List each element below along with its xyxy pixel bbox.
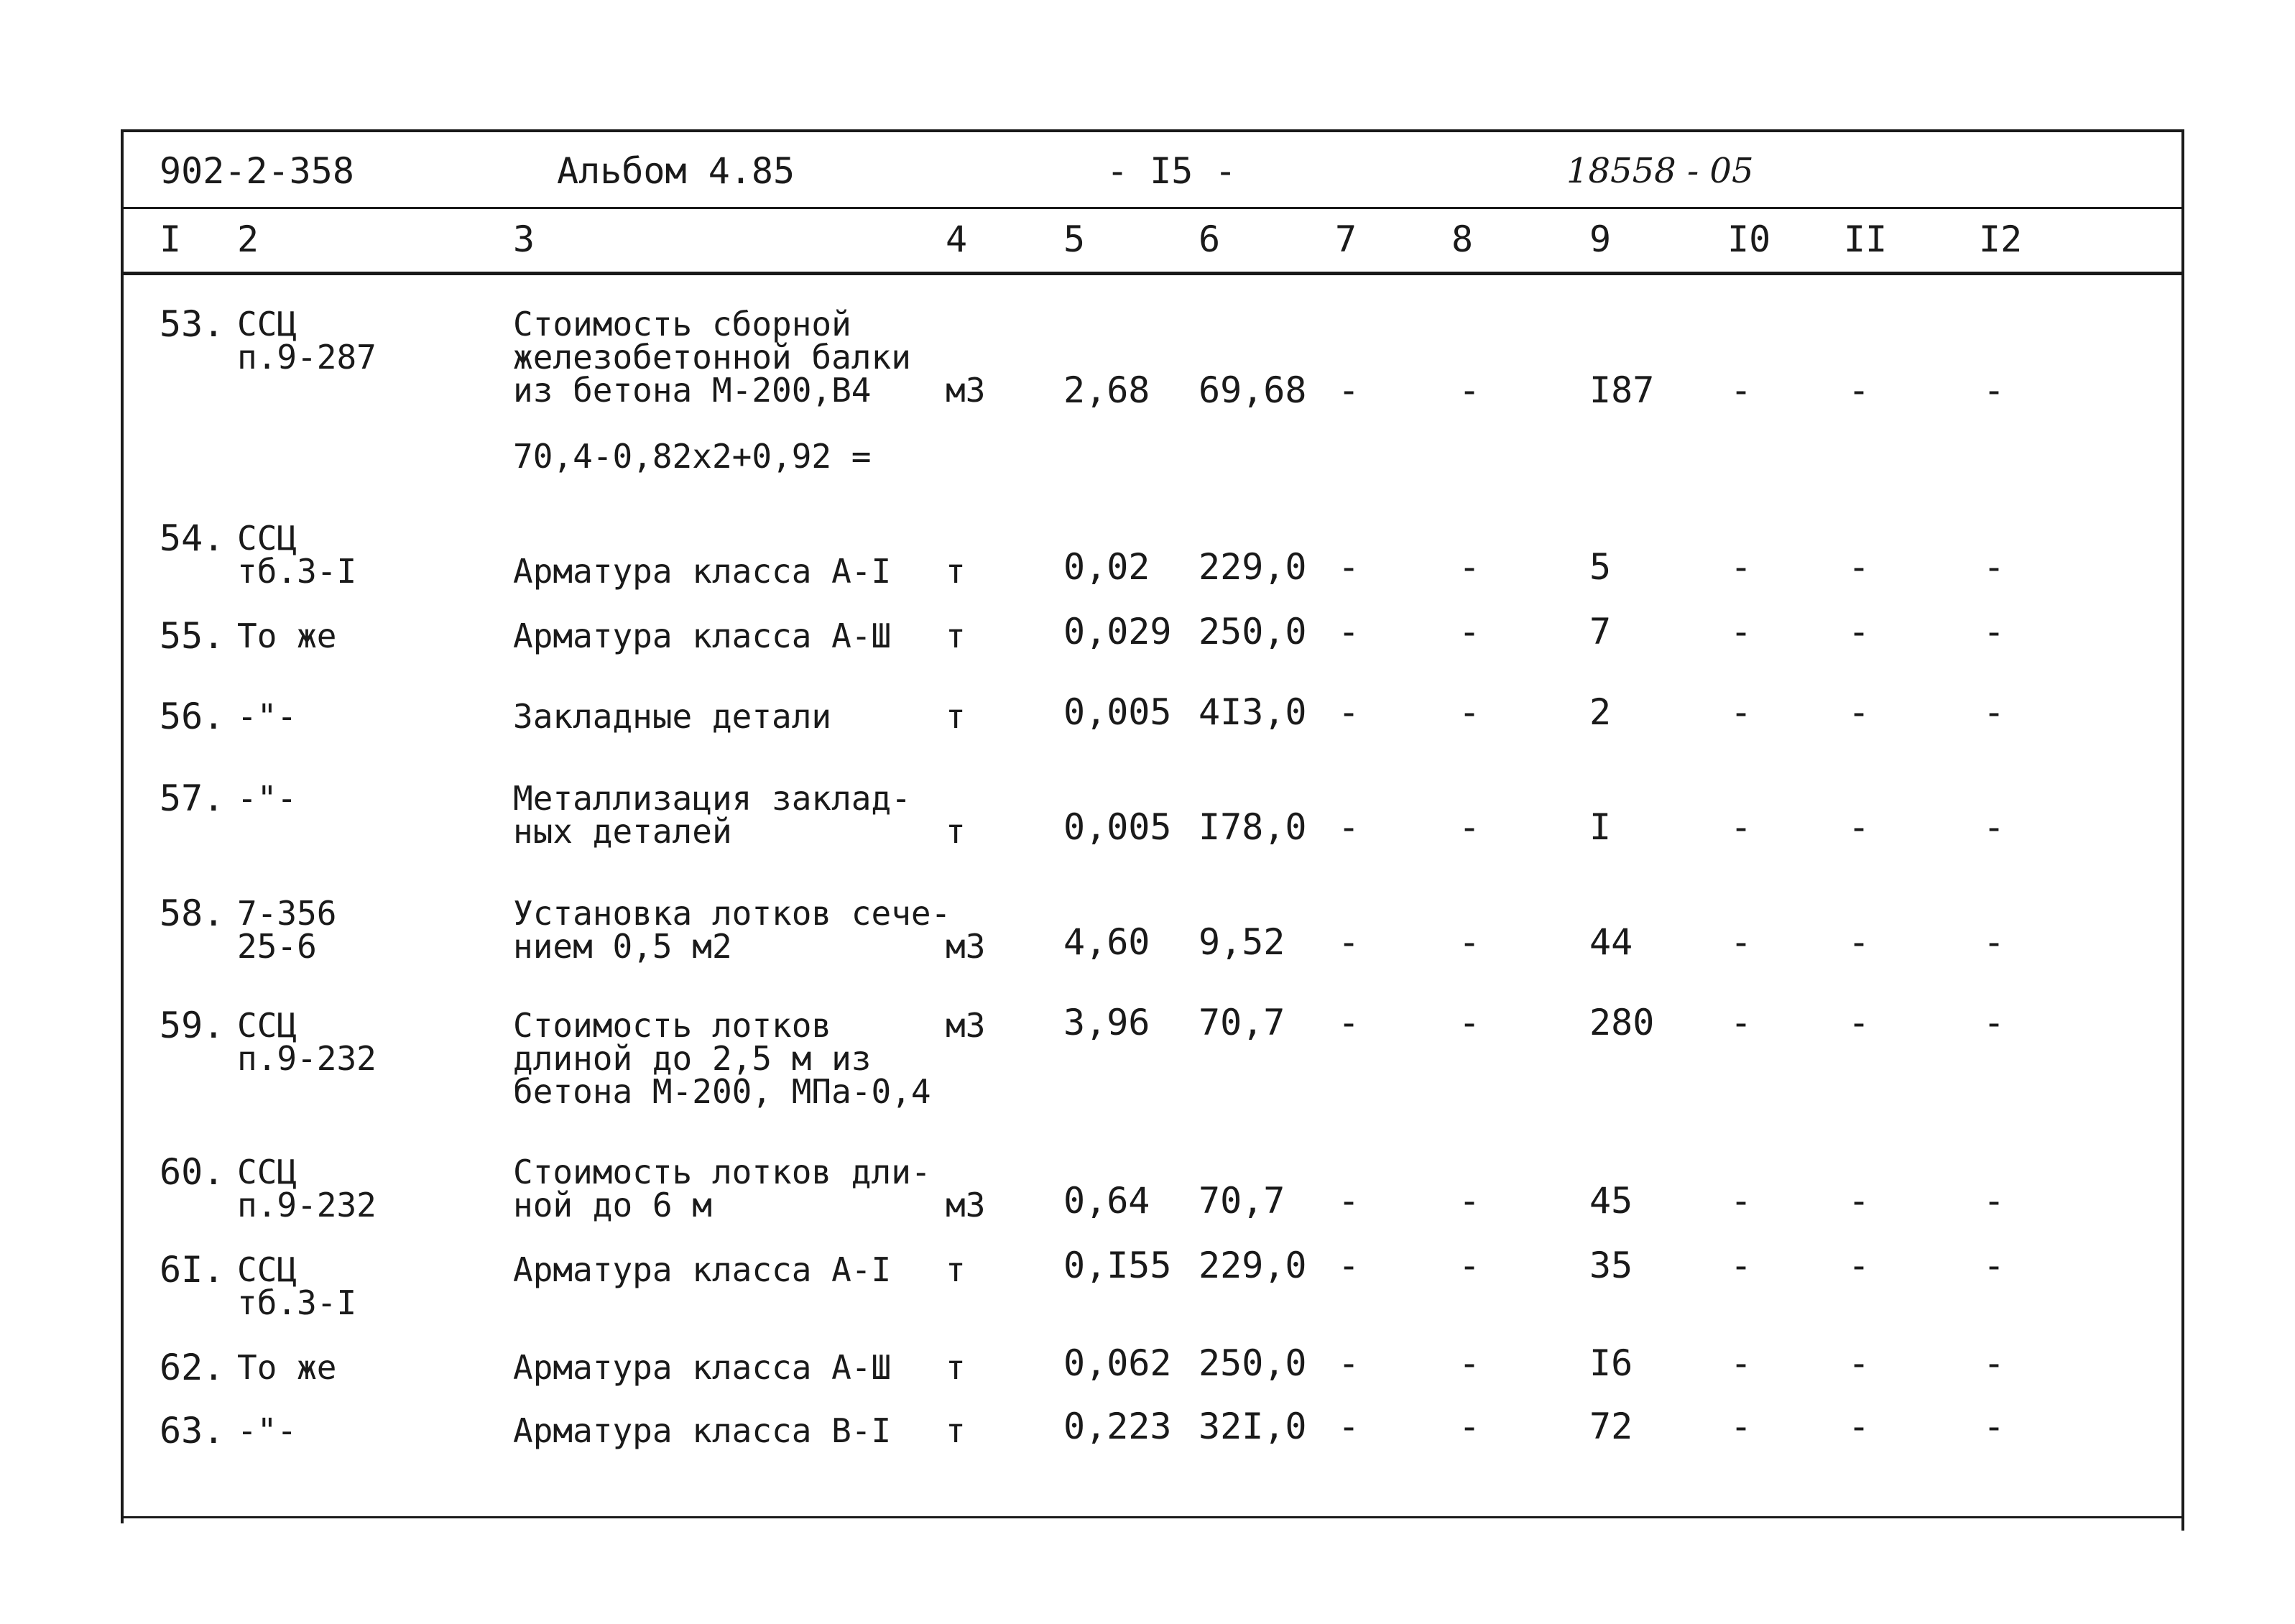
row-reference: ССЦ [237, 519, 297, 558]
row-quantity: 0,005 [1063, 691, 1172, 733]
row-reference: п.9-287 [237, 338, 377, 377]
row-col11: - [1848, 691, 1870, 733]
row-description: нием 0,5 м2 [513, 927, 732, 966]
row-col8: - [1459, 1342, 1481, 1384]
row-description: Установка лотков сече- [513, 894, 951, 933]
row-col11: - [1848, 1406, 1870, 1447]
row-description: бетона М-200, МПа-0,4 [513, 1072, 931, 1111]
row-total: 35 [1589, 1245, 1633, 1286]
page-number: - I5 - [1107, 150, 1237, 192]
column-header-5: 5 [1063, 218, 1086, 260]
row-price: 229,0 [1199, 546, 1307, 588]
row-unit: т [946, 552, 966, 591]
row-reference: ССЦ [237, 305, 297, 343]
row-price: 4I3,0 [1199, 691, 1307, 733]
row-unit: м3 [946, 1006, 986, 1045]
row-description: длиной до 2,5 м из [513, 1039, 872, 1078]
row-col12: - [1983, 611, 2005, 652]
row-quantity: 0,02 [1063, 546, 1150, 588]
row-quantity: 0,062 [1063, 1342, 1172, 1384]
row-number: 54. [160, 517, 225, 559]
column-header-2: 2 [237, 218, 259, 260]
row-col10: - [1730, 1406, 1753, 1447]
row-col11: - [1848, 546, 1870, 588]
row-col10: - [1730, 369, 1753, 411]
row-col7: - [1338, 1002, 1360, 1043]
row-col12: - [1983, 1002, 2005, 1043]
row-reference: -"- [237, 779, 297, 818]
row-reference: тб.3-I [237, 552, 357, 591]
row-col8: - [1459, 921, 1481, 963]
row-description: железобетонной балки [513, 338, 911, 377]
row-col8: - [1459, 806, 1481, 848]
row-description: ной до 6 м [513, 1186, 712, 1224]
row-quantity: 0,I55 [1063, 1245, 1172, 1286]
album-label: Альбом 4.85 [557, 150, 795, 192]
column-header-7: 7 [1335, 218, 1357, 260]
column-header-1: I [160, 218, 182, 260]
row-calculation: 70,4-0,82х2+0,92 = [513, 437, 872, 476]
row-col7: - [1338, 691, 1360, 733]
row-col10: - [1730, 1002, 1753, 1043]
row-description: Арматура класса В-I [513, 1411, 892, 1450]
row-col8: - [1459, 611, 1481, 652]
row-unit: т [946, 617, 966, 655]
row-number: 60. [160, 1151, 225, 1193]
row-reference: То же [237, 1348, 337, 1387]
frame-top-line [122, 129, 2184, 132]
row-col10: - [1730, 1245, 1753, 1286]
row-col11: - [1848, 921, 1870, 963]
frame-bottom-line [121, 1516, 2183, 1518]
row-col7: - [1338, 1342, 1360, 1384]
row-number: 6I. [160, 1249, 225, 1291]
row-col7: - [1338, 921, 1360, 963]
frame-right-line [2181, 129, 2184, 1531]
row-unit: т [946, 812, 966, 851]
row-total: I [1589, 806, 1612, 848]
row-col8: - [1459, 546, 1481, 588]
row-reference: п.9-232 [237, 1186, 377, 1224]
row-description: Стоимость лотков дли- [513, 1153, 931, 1191]
row-col11: - [1848, 611, 1870, 652]
row-col12: - [1983, 921, 2005, 963]
row-total: 280 [1589, 1002, 1655, 1043]
row-unit: т [946, 1250, 966, 1289]
row-total: 72 [1589, 1406, 1633, 1447]
column-header-11: II [1844, 218, 1888, 260]
row-col11: - [1848, 369, 1870, 411]
row-price: I78,0 [1199, 806, 1307, 848]
row-col7: - [1338, 611, 1360, 652]
column-header-10: I0 [1727, 218, 1771, 260]
row-col10: - [1730, 611, 1753, 652]
row-reference: -"- [237, 1411, 297, 1450]
row-number: 56. [160, 696, 225, 737]
row-description: Арматура класса А-I [513, 552, 892, 591]
row-col12: - [1983, 806, 2005, 848]
row-price: 9,52 [1199, 921, 1285, 963]
row-col11: - [1848, 1342, 1870, 1384]
row-col10: - [1730, 1342, 1753, 1384]
column-header-6: 6 [1199, 218, 1221, 260]
column-header-divider-line [122, 272, 2184, 275]
column-header-9: 9 [1589, 218, 1612, 260]
row-reference: 25-6 [237, 927, 317, 966]
row-unit: м3 [946, 371, 986, 410]
row-total: 5 [1589, 546, 1612, 588]
column-header-12: I2 [1979, 218, 2023, 260]
row-col8: - [1459, 1245, 1481, 1286]
row-description: Стоимость сборной [513, 305, 851, 343]
row-quantity: 0,223 [1063, 1406, 1172, 1447]
row-col7: - [1338, 806, 1360, 848]
column-header-4: 4 [946, 218, 968, 260]
row-reference: То же [237, 617, 337, 655]
row-quantity: 3,96 [1063, 1002, 1150, 1043]
row-col8: - [1459, 1002, 1481, 1043]
row-number: 59. [160, 1005, 225, 1046]
document-code: 902-2-358 [160, 150, 354, 192]
row-col7: - [1338, 1406, 1360, 1447]
row-col8: - [1459, 369, 1481, 411]
row-col11: - [1848, 1245, 1870, 1286]
row-reference: -"- [237, 697, 297, 736]
handwritten-number: 18558 - 05 [1566, 151, 1754, 191]
row-unit: м3 [946, 1186, 986, 1224]
row-col10: - [1730, 691, 1753, 733]
row-unit: т [946, 697, 966, 736]
row-description: Арматура класса А-I [513, 1250, 892, 1289]
row-total: 45 [1589, 1180, 1633, 1222]
row-quantity: 0,029 [1063, 611, 1172, 652]
row-reference: 7-356 [237, 894, 337, 933]
row-reference: ССЦ [237, 1153, 297, 1191]
row-price: 250,0 [1199, 611, 1307, 652]
row-col11: - [1848, 806, 1870, 848]
row-number: 55. [160, 615, 225, 657]
row-col12: - [1983, 1342, 2005, 1384]
row-total: 2 [1589, 691, 1612, 733]
row-unit: т [946, 1411, 966, 1450]
row-reference: ССЦ [237, 1250, 297, 1289]
row-col8: - [1459, 691, 1481, 733]
row-col7: - [1338, 1180, 1360, 1222]
row-total: I87 [1589, 369, 1655, 411]
row-number: 63. [160, 1410, 225, 1452]
row-number: 62. [160, 1347, 225, 1388]
row-col7: - [1338, 546, 1360, 588]
row-description: ных деталей [513, 812, 732, 851]
row-total: 44 [1589, 921, 1633, 963]
frame-left-line [121, 129, 124, 1523]
row-description: из бетона М-200,В4 [513, 371, 872, 410]
row-col10: - [1730, 806, 1753, 848]
row-description: Закладные детали [513, 697, 832, 736]
row-price: 229,0 [1199, 1245, 1307, 1286]
row-quantity: 0,64 [1063, 1180, 1150, 1222]
row-col12: - [1983, 1245, 2005, 1286]
row-number: 53. [160, 303, 225, 345]
row-total: 7 [1589, 611, 1612, 652]
row-total: I6 [1589, 1342, 1633, 1384]
row-col12: - [1983, 691, 2005, 733]
row-col11: - [1848, 1180, 1870, 1222]
row-description: Металлизация заклад- [513, 779, 911, 818]
row-price: 250,0 [1199, 1342, 1307, 1384]
row-quantity: 4,60 [1063, 921, 1150, 963]
row-col10: - [1730, 1180, 1753, 1222]
row-description: Стоимость лотков [513, 1006, 832, 1045]
row-col8: - [1459, 1180, 1481, 1222]
row-price: 70,7 [1199, 1002, 1285, 1043]
row-reference: ССЦ [237, 1006, 297, 1045]
row-col7: - [1338, 369, 1360, 411]
column-header-8: 8 [1451, 218, 1474, 260]
row-number: 58. [160, 892, 225, 934]
row-price: 70,7 [1199, 1180, 1285, 1222]
row-description: Арматура класса А-Ш [513, 1348, 892, 1387]
row-reference: тб.3-I [237, 1283, 357, 1322]
row-col12: - [1983, 369, 2005, 411]
row-col10: - [1730, 921, 1753, 963]
header-divider-line [122, 207, 2184, 209]
row-col7: - [1338, 1245, 1360, 1286]
row-quantity: 2,68 [1063, 369, 1150, 411]
row-price: 32I,0 [1199, 1406, 1307, 1447]
row-col8: - [1459, 1406, 1481, 1447]
row-description: Арматура класса А-Ш [513, 617, 892, 655]
column-header-3: 3 [513, 218, 535, 260]
row-col12: - [1983, 546, 2005, 588]
row-col10: - [1730, 546, 1753, 588]
row-quantity: 0,005 [1063, 806, 1172, 848]
row-col11: - [1848, 1002, 1870, 1043]
row-unit: м3 [946, 927, 986, 966]
row-price: 69,68 [1199, 369, 1307, 411]
row-number: 57. [160, 778, 225, 819]
row-col12: - [1983, 1406, 2005, 1447]
row-reference: п.9-232 [237, 1039, 377, 1078]
row-col12: - [1983, 1180, 2005, 1222]
row-unit: т [946, 1348, 966, 1387]
